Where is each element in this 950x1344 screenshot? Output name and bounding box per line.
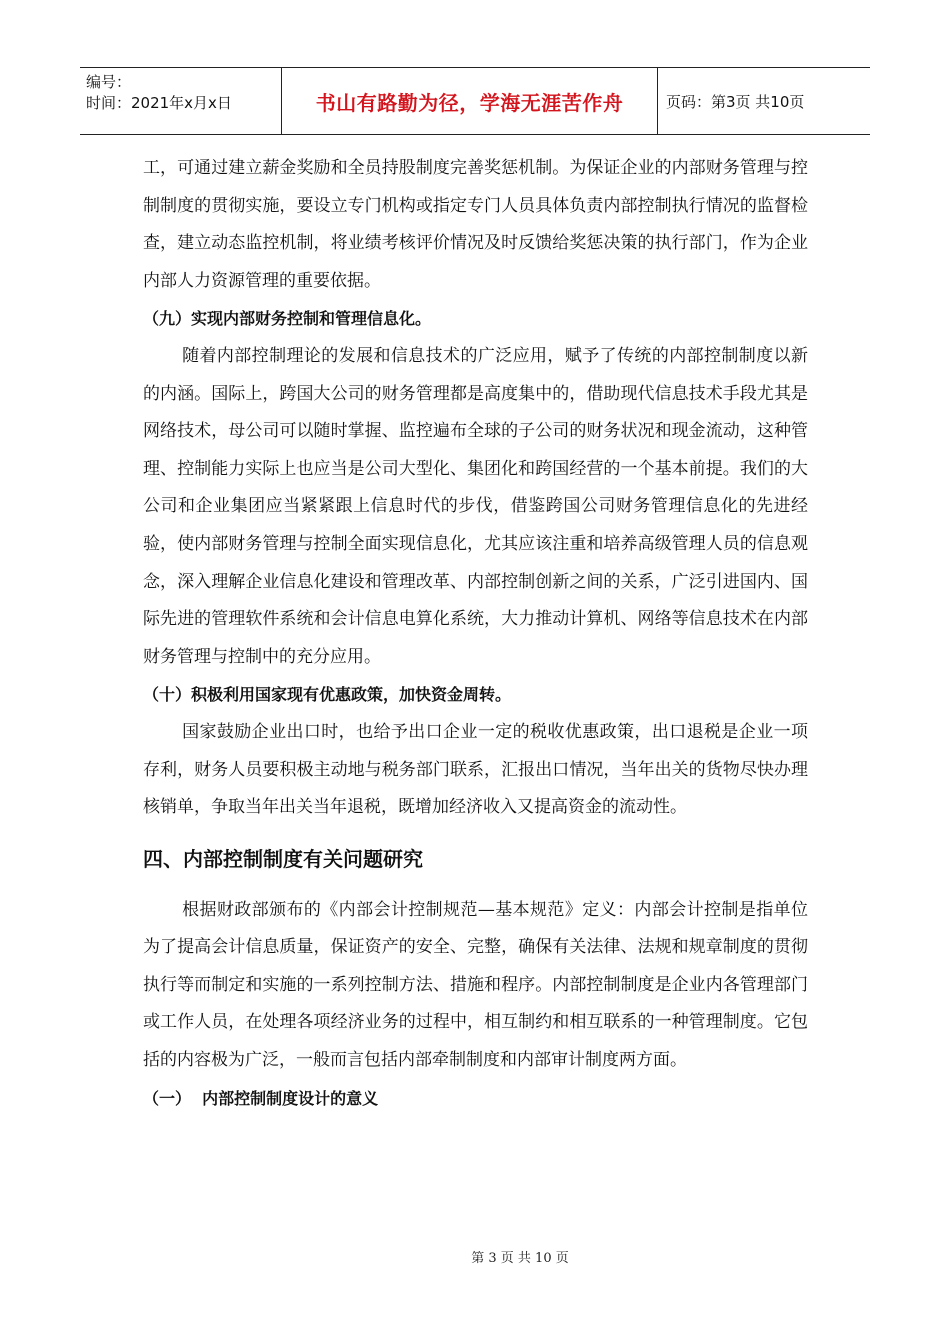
document-number-label: 编号： [86,73,132,91]
document-body [143,150,808,1117]
header-meta [80,68,281,134]
subheading-nine: （九）实现内部财务控制和管理信息化。 [143,309,432,329]
subheading-one: （一） 内部控制制度设计的意义 [143,1088,379,1108]
page-footer: 第 3 页 共 10 页 [471,1251,569,1266]
subheading-ten: （十）积极利用国家现有优惠政策，加快资金周转。 [143,685,512,705]
paragraph-continuation: 工，可通过建立薪金奖励和全员持股制度完善奖惩机制。为保证企业的内部财务管理与控制制度的贯彻实施，要设立专门机构或指定专门人员具体负责内部控制执行情况的监督检查，建立动态监控机制，将业绩考核评价情况及时反馈给奖惩决策的执行部门，作为企业内部人力资源管理的重要依据。 [143,158,808,291]
document-date-label: 时间：2021年x月x日 [86,94,232,112]
paragraph-information-control: 随着内部控制理论的发展和信息技术的广泛应用，赋予了传统的内部控制制度以新的内涵。国际上，跨国大公司的财务管理都是高度集中的，借助现代信息技术手段尤其是网络技术，母公司可以随时掌握、监控遍布全球的子公司的财务状况和现金流动，这种管理、控制能力实际上也应当是公司大型化、集团化和跨国经营的一个基本前提。我们的大公司和企业集团应当紧紧跟上信息时代的步伐，借鉴跨国公司财务管理信息化的先进经验，使内部财务管理与控制全面实现信息化，尤其应该注重和培养高级管理人员的信息观念，深入理解企业信息化建设和管理改革、内部控制创新之间的关系，广泛引进国内、国际先进的管理软件系统和会计信息电算化系统，大力推动计算机、网络等信息技术在内部财务管理与控制中的充分应用。 [143,345,808,667]
page-header [80,67,870,135]
paragraph-internal-control-definition: 根据财政部颁布的《内部会计控制规范—基本规范》定义：内部会计控制是指单位为了提高会计信息质量，保证资产的安全、完整，确保有关法律、法规和规章制度的贯彻执行等而制定和实施的一系列控制方法、措施和程序。内部控制制度是企业内各管理部门或工作人员，在处理各项经济业务的过程中，相互制约和相互联系的一种管理制度。它包括的内容极为广泛，一般而言包括内部牵制制度和内部审计制度两方面。 [143,899,808,1071]
header-motto: 书山有路勤为径，学海无涯苦作舟 [281,68,658,134]
section-heading-four: 四、内部控制制度有关问题研究 [143,846,423,871]
paragraph-export-rebate: 国家鼓励企业出口时，也给予出口企业一定的税收优惠政策，出口退税是企业一项存利，财务人员要积极主动地与税务部门联系，汇报出口情况，当年出关的货物尽快办理核销单，争取当年出关当年退税，既增加经济收入又提高资金的流动性。 [143,721,808,818]
header-page-info: 页码：第3页 共10页 [666,92,805,111]
